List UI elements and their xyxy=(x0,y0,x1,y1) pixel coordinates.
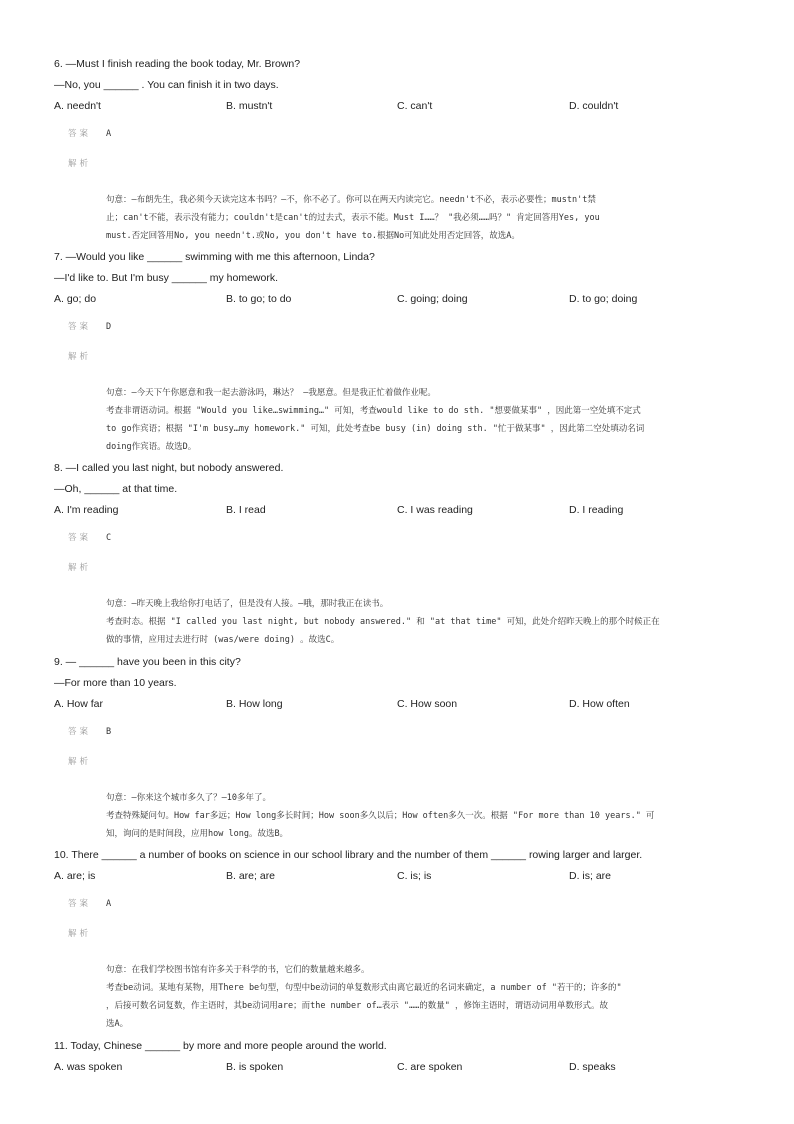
option-d: D. How often xyxy=(569,698,630,710)
option-b: B. mustn't xyxy=(226,100,273,112)
answer-block xyxy=(54,895,744,1051)
answer-label: 答案 xyxy=(68,322,92,332)
answer-block xyxy=(54,529,744,667)
options-row xyxy=(54,96,744,117)
analysis-text: 句意：—今天下午你愿意和我一起去游泳吗，琳达？ —我愿意。但是我正忙着做作业呢。 考查非谓语动词。根据 "Would you like…swimming…" 可知，考查would like to do sth. "想要做某事" ，因此第一空处填不定式 to go作宾语；根据 "I'm busy…my homework." 可知，此处考查be busy (in) doing sth. "忙于做某事" ，因此第二空处填动名词 doing作宾语。故选D。 xyxy=(106,388,645,452)
analysis-text: 句意：在我们学校图书馆有许多关于科学的书，它们的数量越来越多。 考查be动词。某地有某物，用There be句型，句型中be动词的单复数形式由离它最近的名词来确定，a number of "若干的；许多的" ，后接可数名词复数，作主语时，其be动词用are；而the number of…表示 "……的数量" ，修饰主语时，谓语动词用单数形式。故 选A。 xyxy=(106,965,622,1029)
answer-value: A xyxy=(106,129,112,139)
analysis-label: 解析 xyxy=(68,563,92,573)
option-b: B. to go; to do xyxy=(226,293,292,305)
answer-label: 答案 xyxy=(68,129,92,139)
option-b: B. are; are xyxy=(226,870,276,882)
answer-value: A xyxy=(106,899,112,909)
question-stem-line: 7. —Would you like ______ swimming with me this afternoon, Linda? xyxy=(54,251,375,263)
option-b: B. How long xyxy=(226,698,283,710)
options-row xyxy=(54,866,744,887)
answer-value: C xyxy=(106,533,112,543)
answer-label: 答案 xyxy=(68,533,92,543)
option-d: D. I reading xyxy=(569,504,624,516)
question-9 xyxy=(54,652,744,861)
analysis-label: 解析 xyxy=(68,757,92,767)
question-10 xyxy=(54,845,744,1051)
answer-block xyxy=(54,723,744,861)
option-a: A. How far xyxy=(54,698,104,710)
option-a: A. was spoken xyxy=(54,1061,123,1073)
question-stem-line: 10. There ______ a number of books on science in our school library and the number of them ______ rowing larger and larger. xyxy=(54,849,643,861)
answer-block xyxy=(54,318,744,474)
question-6 xyxy=(54,54,744,263)
option-d: D. couldn't xyxy=(569,100,619,112)
option-c: C. is; is xyxy=(397,870,432,882)
option-a: A. needn't xyxy=(54,100,101,112)
analysis-label: 解析 xyxy=(68,929,92,939)
option-d: D. to go; doing xyxy=(569,293,638,305)
option-d: D. speaks xyxy=(569,1061,616,1073)
option-a: A. are; is xyxy=(54,870,96,882)
question-stem-line: —For more than 10 years. xyxy=(54,677,177,689)
option-b: B. is spoken xyxy=(226,1061,284,1073)
question-stem-line: —No, you ______ . You can finish it in two days. xyxy=(54,79,279,91)
question-stem-line: —I'd like to. But I'm busy ______ my homework. xyxy=(54,272,279,284)
option-a: A. go; do xyxy=(54,293,97,305)
answer-value: B xyxy=(106,727,112,737)
options-row xyxy=(54,1057,744,1078)
question-stem-line: 8. —I called you last night, but nobody answered. xyxy=(54,462,284,474)
option-c: C. going; doing xyxy=(397,293,468,305)
option-c: C. are spoken xyxy=(397,1061,463,1073)
question-8 xyxy=(54,458,744,667)
analysis-label: 解析 xyxy=(68,352,92,362)
question-stem-line: 9. — ______ have you been in this city? xyxy=(54,656,241,668)
analysis-text: 句意：—昨天晚上我给你打电话了，但是没有人接。—哦，那时我正在读书。 考查时态。根据 "I called you last night, but nobody answered." 和 "at that time" 可知，此处介绍昨天晚上的那个时候正在 做的事情，应用过去进行时 (was/were doing) 。故选C。 xyxy=(106,599,660,645)
question-7 xyxy=(54,247,744,474)
option-c: C. How soon xyxy=(397,698,458,710)
option-c: C. I was reading xyxy=(397,504,473,516)
question-stem-line: 6. —Must I finish reading the book today, Mr. Brown? xyxy=(54,58,301,70)
option-b: B. I read xyxy=(226,504,266,516)
question-stem-line: —Oh, ______ at that time. xyxy=(54,483,178,495)
answer-block xyxy=(54,125,744,263)
option-d: D. is; are xyxy=(569,870,612,882)
options-row xyxy=(54,500,744,521)
analysis-text: 句意：—你来这个城市多久了？—10多年了。 考查特殊疑问句。How far多远；How long多长时间；How soon多久以后；How often多久一次。根据 "For more than 10 years." 可 知，询问的是时间段，应用how long。故选B。 xyxy=(106,793,655,839)
analysis-label: 解析 xyxy=(68,159,92,169)
answer-value: D xyxy=(106,322,112,332)
question-11 xyxy=(54,1036,744,1078)
answer-label: 答案 xyxy=(68,727,92,737)
option-a: A. I'm reading xyxy=(54,504,119,516)
question-stem-line: 11. Today, Chinese ______ by more and more people around the world. xyxy=(54,1040,387,1052)
option-c: C. can't xyxy=(397,100,433,112)
options-row xyxy=(54,694,744,715)
analysis-text: 句意：—布朗先生，我必须今天读完这本书吗？—不，你不必了。你可以在两天内读完它。needn't不必，表示必要性；mustn't禁 止；can't不能，表示没有能力；couldn't是can't的过去式，表示不能。Must I……？ "我必须……吗？" 肯定回答用Yes, you must.否定回答用No, you needn't.或No, you don't have to.根据No可知此处用否定回答，故选A。 xyxy=(106,195,600,241)
options-row xyxy=(54,289,744,310)
answer-label: 答案 xyxy=(68,899,92,909)
